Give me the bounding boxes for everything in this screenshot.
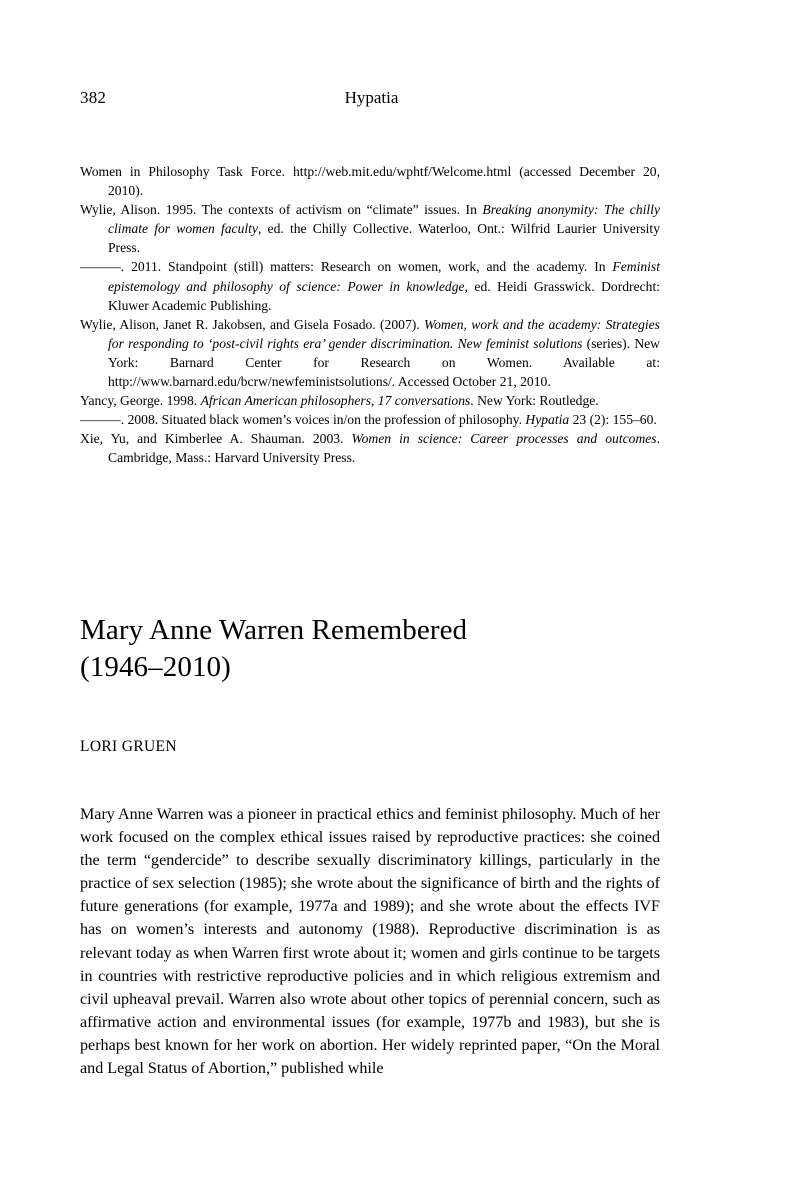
reference-title-italic: Feminist epistemology and philosophy of science: Power in knowledge: [108, 259, 660, 294]
reference-entry: [80, 257, 660, 314]
reference-text: , ed. the Chilly Collective. Waterloo, Ont.: Wilfrid Laurier University Press.: [108, 221, 661, 256]
page-number: 382: [80, 88, 107, 107]
reference-text: , ed. Heidi Grasswick. Dordrecht: Kluwer Academic Publishing.: [108, 278, 660, 313]
article-title: [80, 612, 680, 686]
reference-text: . Cambridge, Mass.: Harvard University Press.: [108, 431, 660, 466]
article-author: LORI GRUEN: [80, 738, 177, 755]
reference-list: [80, 162, 660, 468]
reference-title-italic: Women, work and the academy: Strategies for responding to ‘post-civil rights era’ gender discrimination. New feminist solutions: [108, 316, 660, 351]
reference-title-italic: Breaking anonymity: The chilly climate for women faculty: [108, 202, 660, 237]
reference-text: Yancy, George. 1998.: [80, 393, 201, 409]
reference-text: Women in Philosophy Task Force. http://web.mit.edu/wphtf/Welcome.html (accessed December 20, 2010).: [80, 164, 660, 199]
reference-entry: [80, 410, 660, 429]
reference-text: Wylie, Alison. 1995. The contexts of activism on “climate” issues. In: [80, 202, 483, 218]
reference-text: ———. 2008. Situated black women’s voices in/on the profession of philosophy.: [80, 412, 526, 428]
reference-entry: [80, 429, 660, 467]
article-body-paragraph: Mary Anne Warren was a pioneer in practical ethics and feminist philosophy. Much of her work focused on the complex ethical issues raised by reproductive practices: she coined the term “gendercide” to describe sexually discriminatory killings, particularly in the practice of sex selection (1985); she wrote about the significance of birth and the rights of future generations (for example, 1977a and 1989); and she wrote about the effects IVF has on women’s interests and autonomy (1988). Reproductive discrimination is as relevant today as when Warren first wrote about it; women and girls continue to be targets in countries with restrictive reproductive policies and in which religious extremism and civil upheaval prevail. Warren also wrote about other topics of perennial concern, such as affirmative action and environmental issues (for example, 1977b and 1983), but she is perhaps best known for her work on abortion. Her widely reprinted paper, “On the Moral and Legal Status of Abortion,” published while: [80, 806, 660, 1078]
reference-entry: [80, 200, 660, 257]
reference-text: Xie, Yu, and Kimberlee A. Shauman. 2003.: [80, 431, 352, 447]
reference-text: Wylie, Alison, Janet R. Jakobsen, and Gisela Fosado. (2007).: [80, 316, 424, 332]
reference-text: . New York: Routledge.: [470, 393, 599, 409]
journal-title: Hypatia: [344, 88, 399, 107]
article-title-line-2: (1946–2010): [80, 651, 231, 683]
reference-entry: [80, 162, 660, 200]
reference-title-italic: Hypatia: [525, 412, 570, 428]
running-head: [80, 86, 721, 110]
reference-entry: [80, 391, 660, 410]
reference-text: 23 (2): 155–60.: [569, 412, 657, 428]
reference-text: ———. 2011. Standpoint (still) matters: Research on women, work, and the academy. In: [80, 259, 613, 275]
reference-title-italic: African American philosophers, 17 conversations: [200, 393, 471, 409]
reference-entry: [80, 315, 660, 391]
article-title-line-1: Mary Anne Warren Remembered: [80, 614, 468, 646]
reference-text: (series). New York: Barnard Center for Research on Women. Available at: http://www.barnard.edu/bcrw/newfeministsolutions/. Accessed October 21, 2010.: [108, 335, 660, 390]
reference-title-italic: Women in science: Career processes and outcomes: [351, 431, 657, 447]
